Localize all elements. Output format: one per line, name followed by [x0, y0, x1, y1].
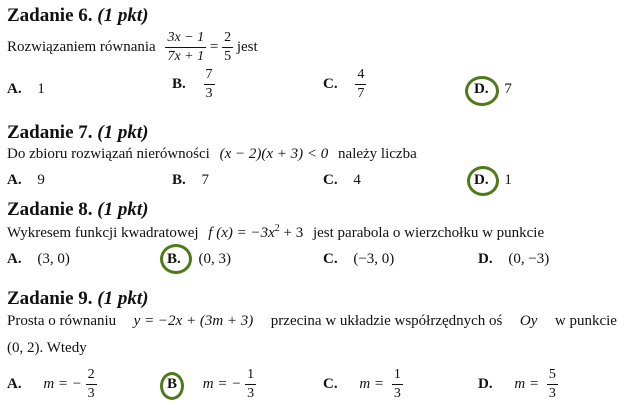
task-7-answer-c[interactable]	[323, 172, 361, 189]
task-8-question	[7, 223, 544, 242]
task-points: (1 pkt)	[97, 122, 149, 143]
task-8-title	[7, 199, 148, 221]
task-7-answer-a[interactable]	[7, 172, 45, 189]
answer-fraction	[245, 368, 256, 401]
answer-letter: C.	[323, 76, 338, 92]
question-text: jest	[236, 38, 258, 55]
fraction-numerator: 7	[204, 68, 215, 85]
question-text: przecina w układzie współrzędnych oś	[270, 313, 503, 329]
fraction-numerator: 3x − 1	[165, 31, 206, 48]
fraction-denominator: 3	[548, 386, 556, 401]
answer-value: (3, 0)	[37, 251, 70, 267]
answer-fraction	[204, 68, 215, 101]
answer-value: 4	[353, 172, 361, 188]
axis-name: Oy	[519, 313, 538, 329]
answer-lhs: m = −	[202, 376, 242, 392]
task-9-answer-a[interactable]	[7, 368, 97, 401]
equation-rhs-fraction	[222, 31, 233, 64]
task-7-answer-b[interactable]	[172, 172, 209, 189]
answer-letter: B	[167, 376, 178, 392]
answer-letter: D.	[478, 251, 493, 267]
answer-fraction	[86, 368, 97, 401]
task-points: (1 pkt)	[97, 5, 149, 26]
task-8-answer-b[interactable]	[167, 251, 231, 268]
fraction-numerator: 4	[355, 68, 366, 85]
question-text: Do zbioru rozwiązań nierówności	[7, 146, 210, 162]
answer-fraction	[547, 368, 558, 401]
fraction-numerator: 1	[392, 368, 403, 385]
task-points: (1 pkt)	[97, 288, 149, 309]
task-title-text: Zadanie 9.	[7, 288, 93, 309]
task-7-title	[7, 122, 148, 144]
fraction-numerator: 1	[245, 368, 256, 385]
question-text: w punkcie	[554, 313, 617, 329]
equals-sign: =	[209, 38, 219, 55]
task-title-text: Zadanie 8.	[7, 199, 93, 220]
task-title-text: Zadanie 7.	[7, 122, 93, 143]
question-text: Rozwiązaniem równania	[7, 38, 156, 55]
fraction-numerator: 5	[547, 368, 558, 385]
answer-letter: B.	[172, 172, 186, 188]
fraction-denominator: 7	[357, 86, 365, 101]
answer-letter: A.	[7, 81, 22, 97]
task-6-title	[7, 5, 148, 27]
task-9-question-line1	[7, 313, 617, 330]
task-9-answer-c[interactable]	[323, 368, 403, 401]
line-equation: y = −2x + (3m + 3)	[133, 313, 254, 329]
answer-letter: A.	[7, 251, 22, 267]
answer-lhs: m =	[359, 376, 385, 392]
answer-value: (0, −3)	[508, 251, 550, 267]
function-formula-rest: + 3	[283, 225, 304, 241]
task-6-answer-a[interactable]	[7, 81, 45, 98]
task-points: (1 pkt)	[97, 199, 149, 220]
fraction-denominator: 3	[393, 386, 401, 401]
answer-value: 7	[504, 81, 512, 97]
task-8-answer-d[interactable]	[478, 251, 549, 268]
answer-value: 9	[37, 172, 45, 188]
answer-letter: A.	[7, 376, 22, 392]
function-formula: f (x) = −3x	[208, 225, 275, 241]
answer-letter: D.	[474, 81, 489, 97]
answer-fraction	[355, 68, 366, 101]
fraction-denominator: 7x + 1	[167, 49, 205, 64]
task-8-answer-c[interactable]	[323, 251, 394, 268]
answer-value: 7	[201, 172, 210, 188]
task-6-answer-c[interactable]	[323, 68, 366, 101]
task-9-answer-d[interactable]	[478, 368, 558, 401]
inequality: (x − 2)(x + 3) < 0	[219, 146, 329, 162]
task-9-answer-b[interactable]	[167, 368, 256, 401]
answer-value: 1	[504, 172, 512, 188]
task-8-answer-a[interactable]	[7, 251, 70, 268]
fraction-denominator: 5	[224, 49, 232, 64]
task-9-question-line2	[7, 340, 87, 357]
point-coordinates: (0, 2)	[7, 340, 40, 356]
task-6-answer-b[interactable]	[172, 68, 215, 101]
answer-letter: B.	[167, 251, 181, 267]
task-6-answer-d[interactable]	[474, 81, 512, 98]
fraction-denominator: 3	[87, 386, 95, 401]
answer-letter: D.	[474, 172, 489, 188]
answer-value: 1	[37, 81, 45, 97]
answer-lhs: m =	[514, 376, 540, 392]
task-title-text: Zadanie 6.	[7, 5, 93, 26]
task-7-answer-d[interactable]	[474, 172, 512, 189]
answer-lhs: m = −	[43, 376, 82, 392]
answer-value: (0, 3)	[198, 251, 232, 267]
question-text: . Wtedy	[39, 340, 87, 356]
fraction-denominator: 3	[205, 86, 213, 101]
answer-fraction	[392, 368, 403, 401]
answer-letter: C.	[323, 172, 338, 188]
answer-letter: B.	[172, 76, 186, 92]
answer-letter: D.	[478, 376, 493, 392]
fraction-denominator: 3	[247, 386, 255, 401]
answer-letter: C.	[323, 251, 338, 267]
fraction-numerator: 2	[86, 368, 97, 385]
answer-letter: C.	[323, 376, 338, 392]
question-text: jest parabola o wierzchołku w punkcie	[312, 225, 545, 241]
answer-letter: A.	[7, 172, 22, 188]
question-text: Wykresem funkcji kwadratowej	[7, 225, 199, 241]
function-exponent: 2	[274, 223, 280, 234]
task-7-question	[7, 146, 417, 163]
task-6-question	[7, 31, 258, 64]
task-9-title	[7, 288, 148, 310]
question-text: należy liczba	[338, 146, 417, 162]
fraction-numerator: 2	[222, 31, 233, 48]
answer-value: (−3, 0)	[353, 251, 395, 267]
question-text: Prosta o równaniu	[7, 313, 117, 329]
equation-lhs-fraction	[165, 31, 206, 64]
